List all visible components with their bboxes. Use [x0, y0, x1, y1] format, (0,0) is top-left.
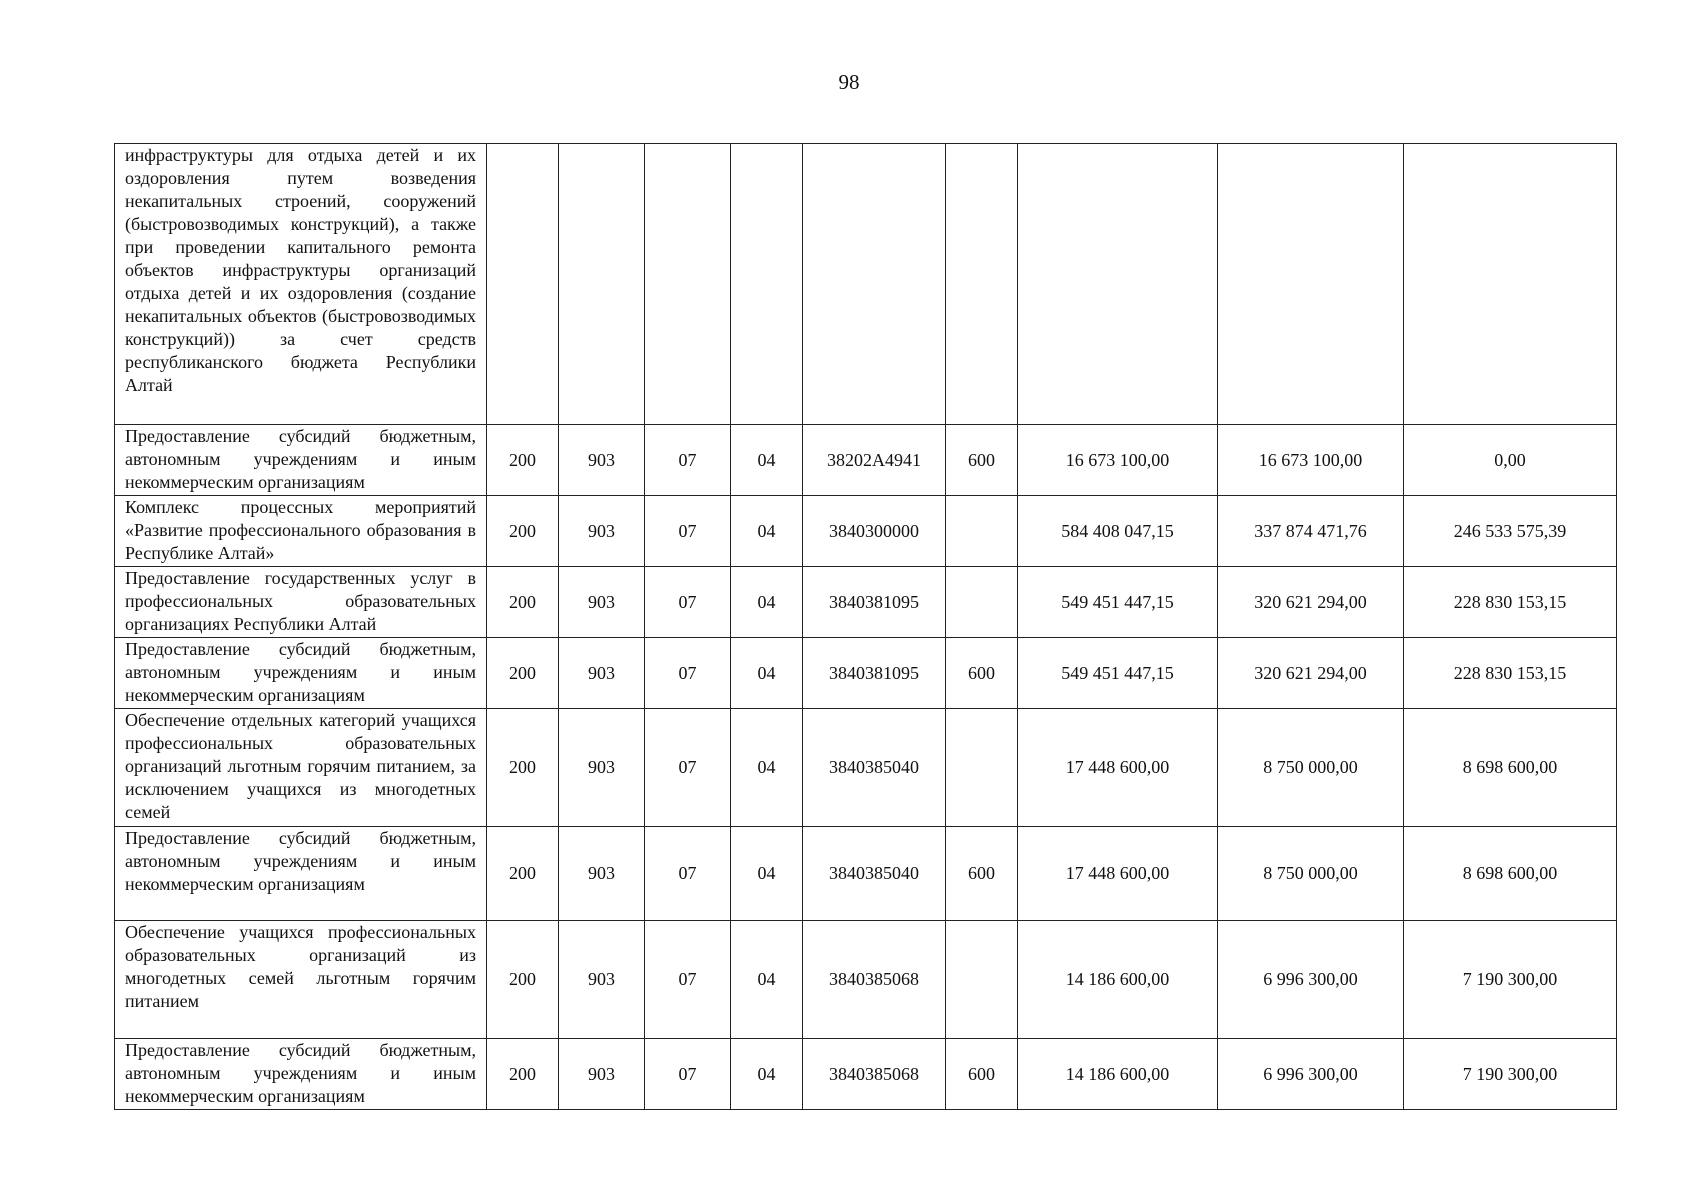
code-cell: 04 — [731, 1039, 803, 1110]
code-cell: 903 — [559, 921, 645, 1039]
table-row — [115, 1039, 1617, 1110]
amount-cell: 16 673 100,00 — [1018, 425, 1218, 496]
code-cell: 3840385068 — [803, 1039, 946, 1110]
code-cell: 903 — [559, 827, 645, 921]
code-cell — [946, 496, 1018, 567]
amount-cell: 14 186 600,00 — [1018, 921, 1218, 1039]
code-cell — [645, 144, 731, 425]
code-cell — [559, 144, 645, 425]
code-cell: 903 — [559, 1039, 645, 1110]
code-cell: 200 — [487, 496, 559, 567]
code-cell: 38202А4941 — [803, 425, 946, 496]
code-cell: 200 — [487, 1039, 559, 1110]
amount-cell: 17 448 600,00 — [1018, 827, 1218, 921]
amount-cell: 320 621 294,00 — [1218, 567, 1404, 638]
code-cell: 07 — [645, 567, 731, 638]
amount-cell: 8 698 600,00 — [1404, 709, 1617, 827]
code-cell: 3840385068 — [803, 921, 946, 1039]
table-row — [115, 425, 1617, 496]
code-cell: 600 — [946, 638, 1018, 709]
amount-cell: 6 996 300,00 — [1218, 921, 1404, 1039]
amount-cell — [1218, 144, 1404, 425]
code-cell: 903 — [559, 425, 645, 496]
amount-cell: 549 451 447,15 — [1018, 638, 1218, 709]
row-name-cell: Комплекс процессных мероприятий «Развитие профессионального образования в Республике Алтай» — [115, 496, 487, 567]
code-cell — [803, 144, 946, 425]
code-cell: 903 — [559, 638, 645, 709]
amount-cell: 228 830 153,15 — [1404, 567, 1617, 638]
table-row — [115, 496, 1617, 567]
code-cell: 3840385040 — [803, 827, 946, 921]
amount-cell: 8 750 000,00 — [1218, 827, 1404, 921]
code-cell: 200 — [487, 567, 559, 638]
table-row — [115, 827, 1617, 921]
row-name-cell: Предоставление субсидий бюджетным, автономным учреждениям и иным некоммерческим организациям — [115, 1039, 487, 1110]
amount-cell: 246 533 575,39 — [1404, 496, 1617, 567]
row-name-cell: Предоставление субсидий бюджетным, автономным учреждениям и иным некоммерческим организациям — [115, 638, 487, 709]
table-row — [115, 144, 1617, 425]
code-cell: 07 — [645, 921, 731, 1039]
table-row — [115, 921, 1617, 1039]
page-number: 98 — [838, 70, 860, 94]
amount-cell: 8 750 000,00 — [1218, 709, 1404, 827]
code-cell: 903 — [559, 709, 645, 827]
table-row — [115, 709, 1617, 827]
code-cell: 600 — [946, 425, 1018, 496]
code-cell: 200 — [487, 638, 559, 709]
table-row — [115, 567, 1617, 638]
code-cell: 200 — [487, 425, 559, 496]
code-cell — [731, 144, 803, 425]
row-name-cell: Предоставление государственных услуг в профессиональных образовательных организациях Республики Алтай — [115, 567, 487, 638]
code-cell: 200 — [487, 709, 559, 827]
amount-cell: 14 186 600,00 — [1018, 1039, 1218, 1110]
code-cell: 07 — [645, 1039, 731, 1110]
code-cell — [487, 144, 559, 425]
code-cell — [946, 921, 1018, 1039]
code-cell — [946, 144, 1018, 425]
code-cell: 07 — [645, 425, 731, 496]
budget-table — [114, 143, 1617, 1110]
code-cell: 903 — [559, 496, 645, 567]
amount-cell: 0,00 — [1404, 425, 1617, 496]
code-cell: 04 — [731, 496, 803, 567]
amount-cell: 228 830 153,15 — [1404, 638, 1617, 709]
code-cell: 3840385040 — [803, 709, 946, 827]
code-cell: 600 — [946, 827, 1018, 921]
code-cell: 200 — [487, 827, 559, 921]
code-cell: 3840300000 — [803, 496, 946, 567]
code-cell: 07 — [645, 709, 731, 827]
code-cell: 200 — [487, 921, 559, 1039]
code-cell: 600 — [946, 1039, 1018, 1110]
row-name-cell: Предоставление субсидий бюджетным, автономным учреждениям и иным некоммерческим организациям — [115, 827, 487, 921]
code-cell: 04 — [731, 709, 803, 827]
amount-cell — [1404, 144, 1617, 425]
amount-cell: 320 621 294,00 — [1218, 638, 1404, 709]
amount-cell — [1018, 144, 1218, 425]
amount-cell: 549 451 447,15 — [1018, 567, 1218, 638]
code-cell: 04 — [731, 638, 803, 709]
code-cell: 04 — [731, 567, 803, 638]
amount-cell: 6 996 300,00 — [1218, 1039, 1404, 1110]
amount-cell: 7 190 300,00 — [1404, 921, 1617, 1039]
code-cell: 04 — [731, 827, 803, 921]
code-cell: 04 — [731, 425, 803, 496]
code-cell — [946, 567, 1018, 638]
amount-cell: 17 448 600,00 — [1018, 709, 1218, 827]
amount-cell: 584 408 047,15 — [1018, 496, 1218, 567]
row-name-cell: инфраструктуры для отдыха детей и их оздоровления путем возведения некапитальных строений, сооружений (быстровозводимых конструкций), а также при проведении капитального ремонта объектов инфраструктуры организаций отдыха детей и их оздоровления (создание некапитальных объектов (быстровозводимых конструкций)) за счет средств республиканского бюджета Республики Алтай — [115, 144, 487, 425]
amount-cell: 16 673 100,00 — [1218, 425, 1404, 496]
row-name-cell: Обеспечение отдельных категорий учащихся профессиональных образовательных организаций льготным горячим питанием, за исключением учащихся из многодетных семей — [115, 709, 487, 827]
code-cell: 3840381095 — [803, 567, 946, 638]
code-cell: 903 — [559, 567, 645, 638]
code-cell: 04 — [731, 921, 803, 1039]
code-cell: 3840381095 — [803, 638, 946, 709]
row-name-cell: Обеспечение учащихся профессиональных образовательных организаций из многодетных семей льготным горячим питанием — [115, 921, 487, 1039]
row-name-cell: Предоставление субсидий бюджетным, автономным учреждениям и иным некоммерческим организациям — [115, 425, 487, 496]
amount-cell: 7 190 300,00 — [1404, 1039, 1617, 1110]
code-cell: 07 — [645, 638, 731, 709]
amount-cell: 337 874 471,76 — [1218, 496, 1404, 567]
code-cell: 07 — [645, 827, 731, 921]
code-cell — [946, 709, 1018, 827]
code-cell: 07 — [645, 496, 731, 567]
table-row — [115, 638, 1617, 709]
amount-cell: 8 698 600,00 — [1404, 827, 1617, 921]
